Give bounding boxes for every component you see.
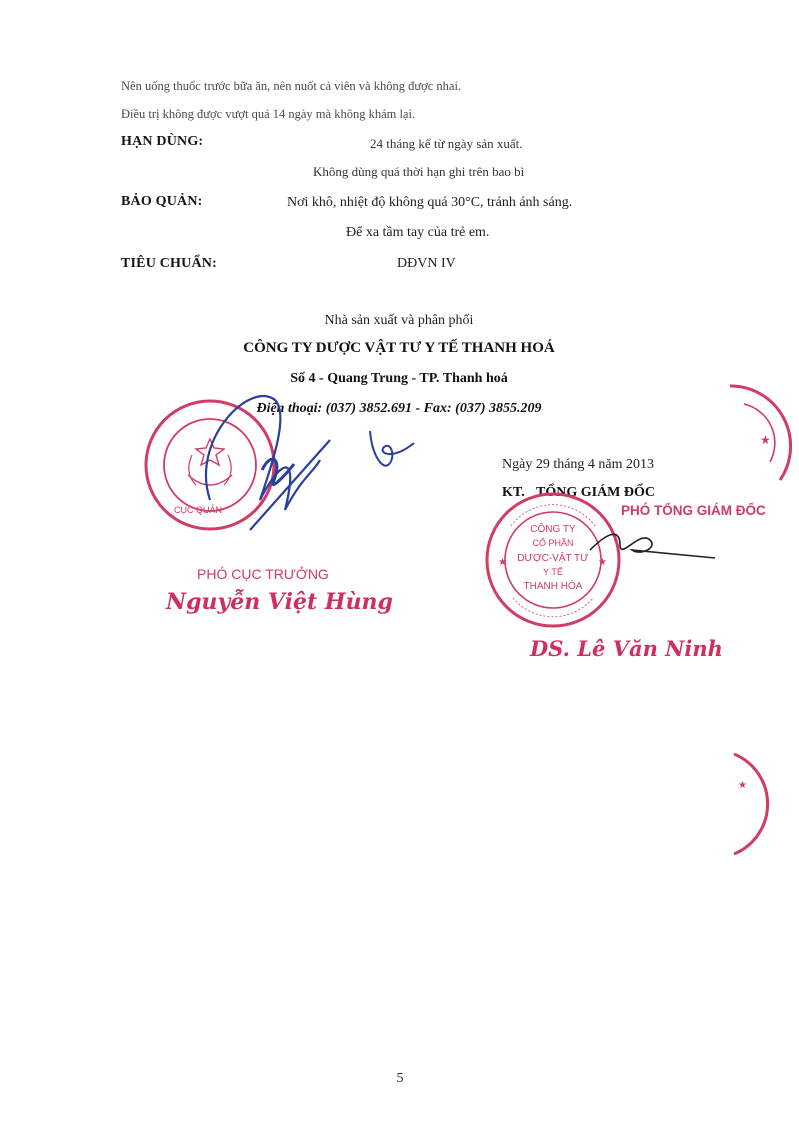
storage-value-2: Để xa tầm tay của trẻ em. bbox=[346, 225, 490, 240]
page-number: 5 bbox=[396, 1071, 404, 1086]
storage-label: BẢO QUẢN: bbox=[121, 194, 203, 209]
signature-prefix: KT. bbox=[502, 485, 525, 500]
left-signer-title: PHÓ CỤC TRƯỞNG bbox=[197, 566, 329, 582]
manufacturer-contact: Điện thoại: (037) 3852.691 - Fax: (037) 3855.209 bbox=[256, 401, 542, 416]
seal-line-2: CỔ PHẦN bbox=[532, 538, 574, 548]
blue-signature-left bbox=[190, 380, 350, 550]
standard-label: TIÊU CHUẨN: bbox=[121, 256, 217, 271]
seal-line-1: CÔNG TY bbox=[530, 524, 576, 535]
expiry-label: HẠN DÙNG: bbox=[121, 134, 204, 149]
manufacturer-intro: Nhà sản xuất và phân phối bbox=[324, 313, 474, 328]
deputy-title: PHÓ TỔNG GIÁM ĐỐC bbox=[621, 503, 766, 518]
blue-initials-mark bbox=[362, 425, 422, 475]
expiry-value-2: Không dùng quá thời hạn ghi trên bao bì bbox=[313, 164, 525, 179]
partial-seal-bottom-right bbox=[728, 750, 799, 860]
svg-text:★: ★ bbox=[738, 780, 747, 791]
partial-seal-top-right bbox=[720, 380, 799, 490]
seal-line-4: Y TẾ bbox=[543, 567, 563, 577]
left-signer-name: Nguyễn Việt Hùng bbox=[166, 589, 393, 615]
expiry-value-1: 24 tháng kể từ ngày sản xuất. bbox=[370, 136, 523, 151]
seal-line-5: THANH HÓA bbox=[523, 581, 583, 592]
signature-role: TỔNG GIÁM ĐỐC bbox=[536, 485, 655, 500]
black-signature-right bbox=[580, 520, 720, 570]
svg-text:★: ★ bbox=[598, 557, 607, 568]
standard-value: DĐVN IV bbox=[397, 256, 456, 271]
usage-line-1: Nên uống thuốc trước bữa ăn, nên nuốt cả viên và không được nhai. bbox=[121, 79, 462, 93]
svg-text:★: ★ bbox=[760, 433, 771, 447]
right-signer-name: DS. Lê Văn Ninh bbox=[530, 636, 723, 661]
signature-date: Ngày 29 tháng 4 năm 2013 bbox=[502, 457, 655, 472]
manufacturer-address: Số 4 - Quang Trung - TP. Thanh hoá bbox=[290, 371, 508, 386]
seal-line-3: DƯỢC-VẬT TƯ bbox=[517, 553, 589, 564]
svg-text:★: ★ bbox=[498, 557, 507, 568]
usage-line-2: Điều trị không được vượt quá 14 ngày mà không khám lại. bbox=[121, 107, 416, 121]
storage-value-1: Nơi khô, nhiệt độ không quá 30°C, tránh ánh sáng. bbox=[287, 195, 573, 210]
manufacturer-name: CÔNG TY DƯỢC VẬT TƯ Y TẾ THANH HOÁ bbox=[243, 340, 555, 356]
left-seal-text: CỤC QUẢN bbox=[174, 505, 223, 515]
